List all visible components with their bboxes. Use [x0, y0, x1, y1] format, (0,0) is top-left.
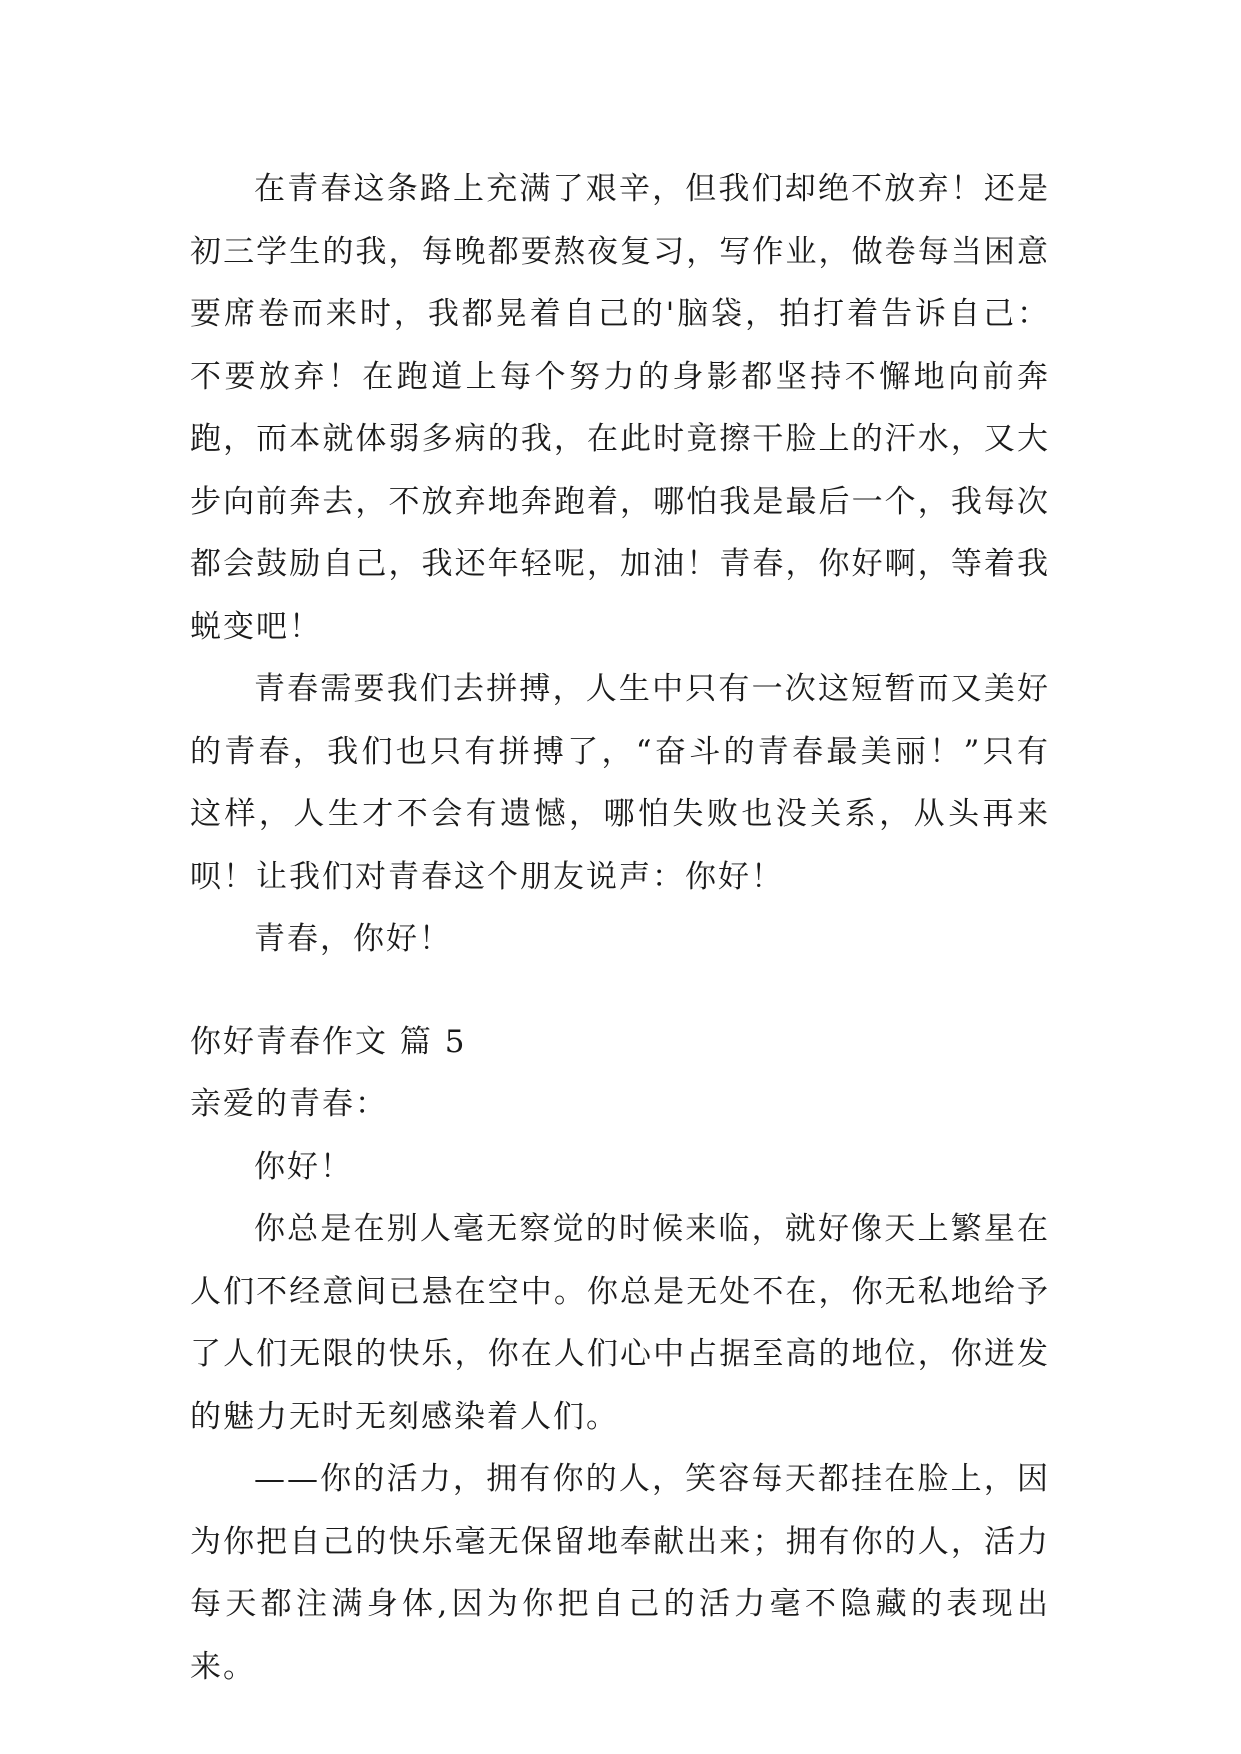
document-content: [190, 158, 1050, 1698]
paragraph: 你好！: [254, 1148, 353, 1185]
paragraph: 青春需要我们去拼搏，人生中只有一次这短暂而又美好的青春，我们也只有拼搏了，“奋斗的青春最美丽！”只有这样，人生才不会有遗憾，哪怕失败也没关系，从头再来呗！让我们对青春这个朋友说声：你好！: [190, 671, 1050, 895]
essay-section-5: [190, 1011, 1050, 1699]
paragraph: 青春，你好！: [254, 921, 452, 957]
paragraph: 在青春这条路上充满了艰辛，但我们却绝不放弃！还是初三学生的我，每晚都要熬夜复习，写作业，做卷每当困意要席卷而来时，我都晃着自己的'脑袋，拍打着告诉自己：不要放弃！在跑道上每个努力的身影都坚持不懈地向前奔跑，而本就体弱多病的我，在此时竟擦干脸上的汗水，又大步向前奔去，不放弃地奔跑着，哪怕我是最后一个，我每次都会鼓励自己，我还年轻呢，加油！青春，你好啊，等着我蜕变吧！: [190, 171, 1050, 645]
section-gap: [190, 971, 1050, 1011]
essay-title: 你好青春作文 篇 5: [190, 1023, 467, 1060]
paragraph: ——你的活力，拥有你的人，笑容每天都挂在脸上，因为你把自己的快乐毫无保留地奉献出来；拥有你的人，活力每天都注满身体,因为你把自己的活力毫不隐藏的表现出来。: [190, 1461, 1050, 1685]
essay-section-4-ending: [190, 158, 1050, 971]
paragraph: 你总是在别人毫无察觉的时候来临，就好像天上繁星在人们不经意间已悬在空中。你总是无处不在，你无私地给予了人们无限的快乐，你在人们心中占据至高的地位，你迸发的魅力无时无刻感染着人们。: [190, 1211, 1050, 1435]
salutation: 亲爱的青春：: [190, 1086, 388, 1122]
